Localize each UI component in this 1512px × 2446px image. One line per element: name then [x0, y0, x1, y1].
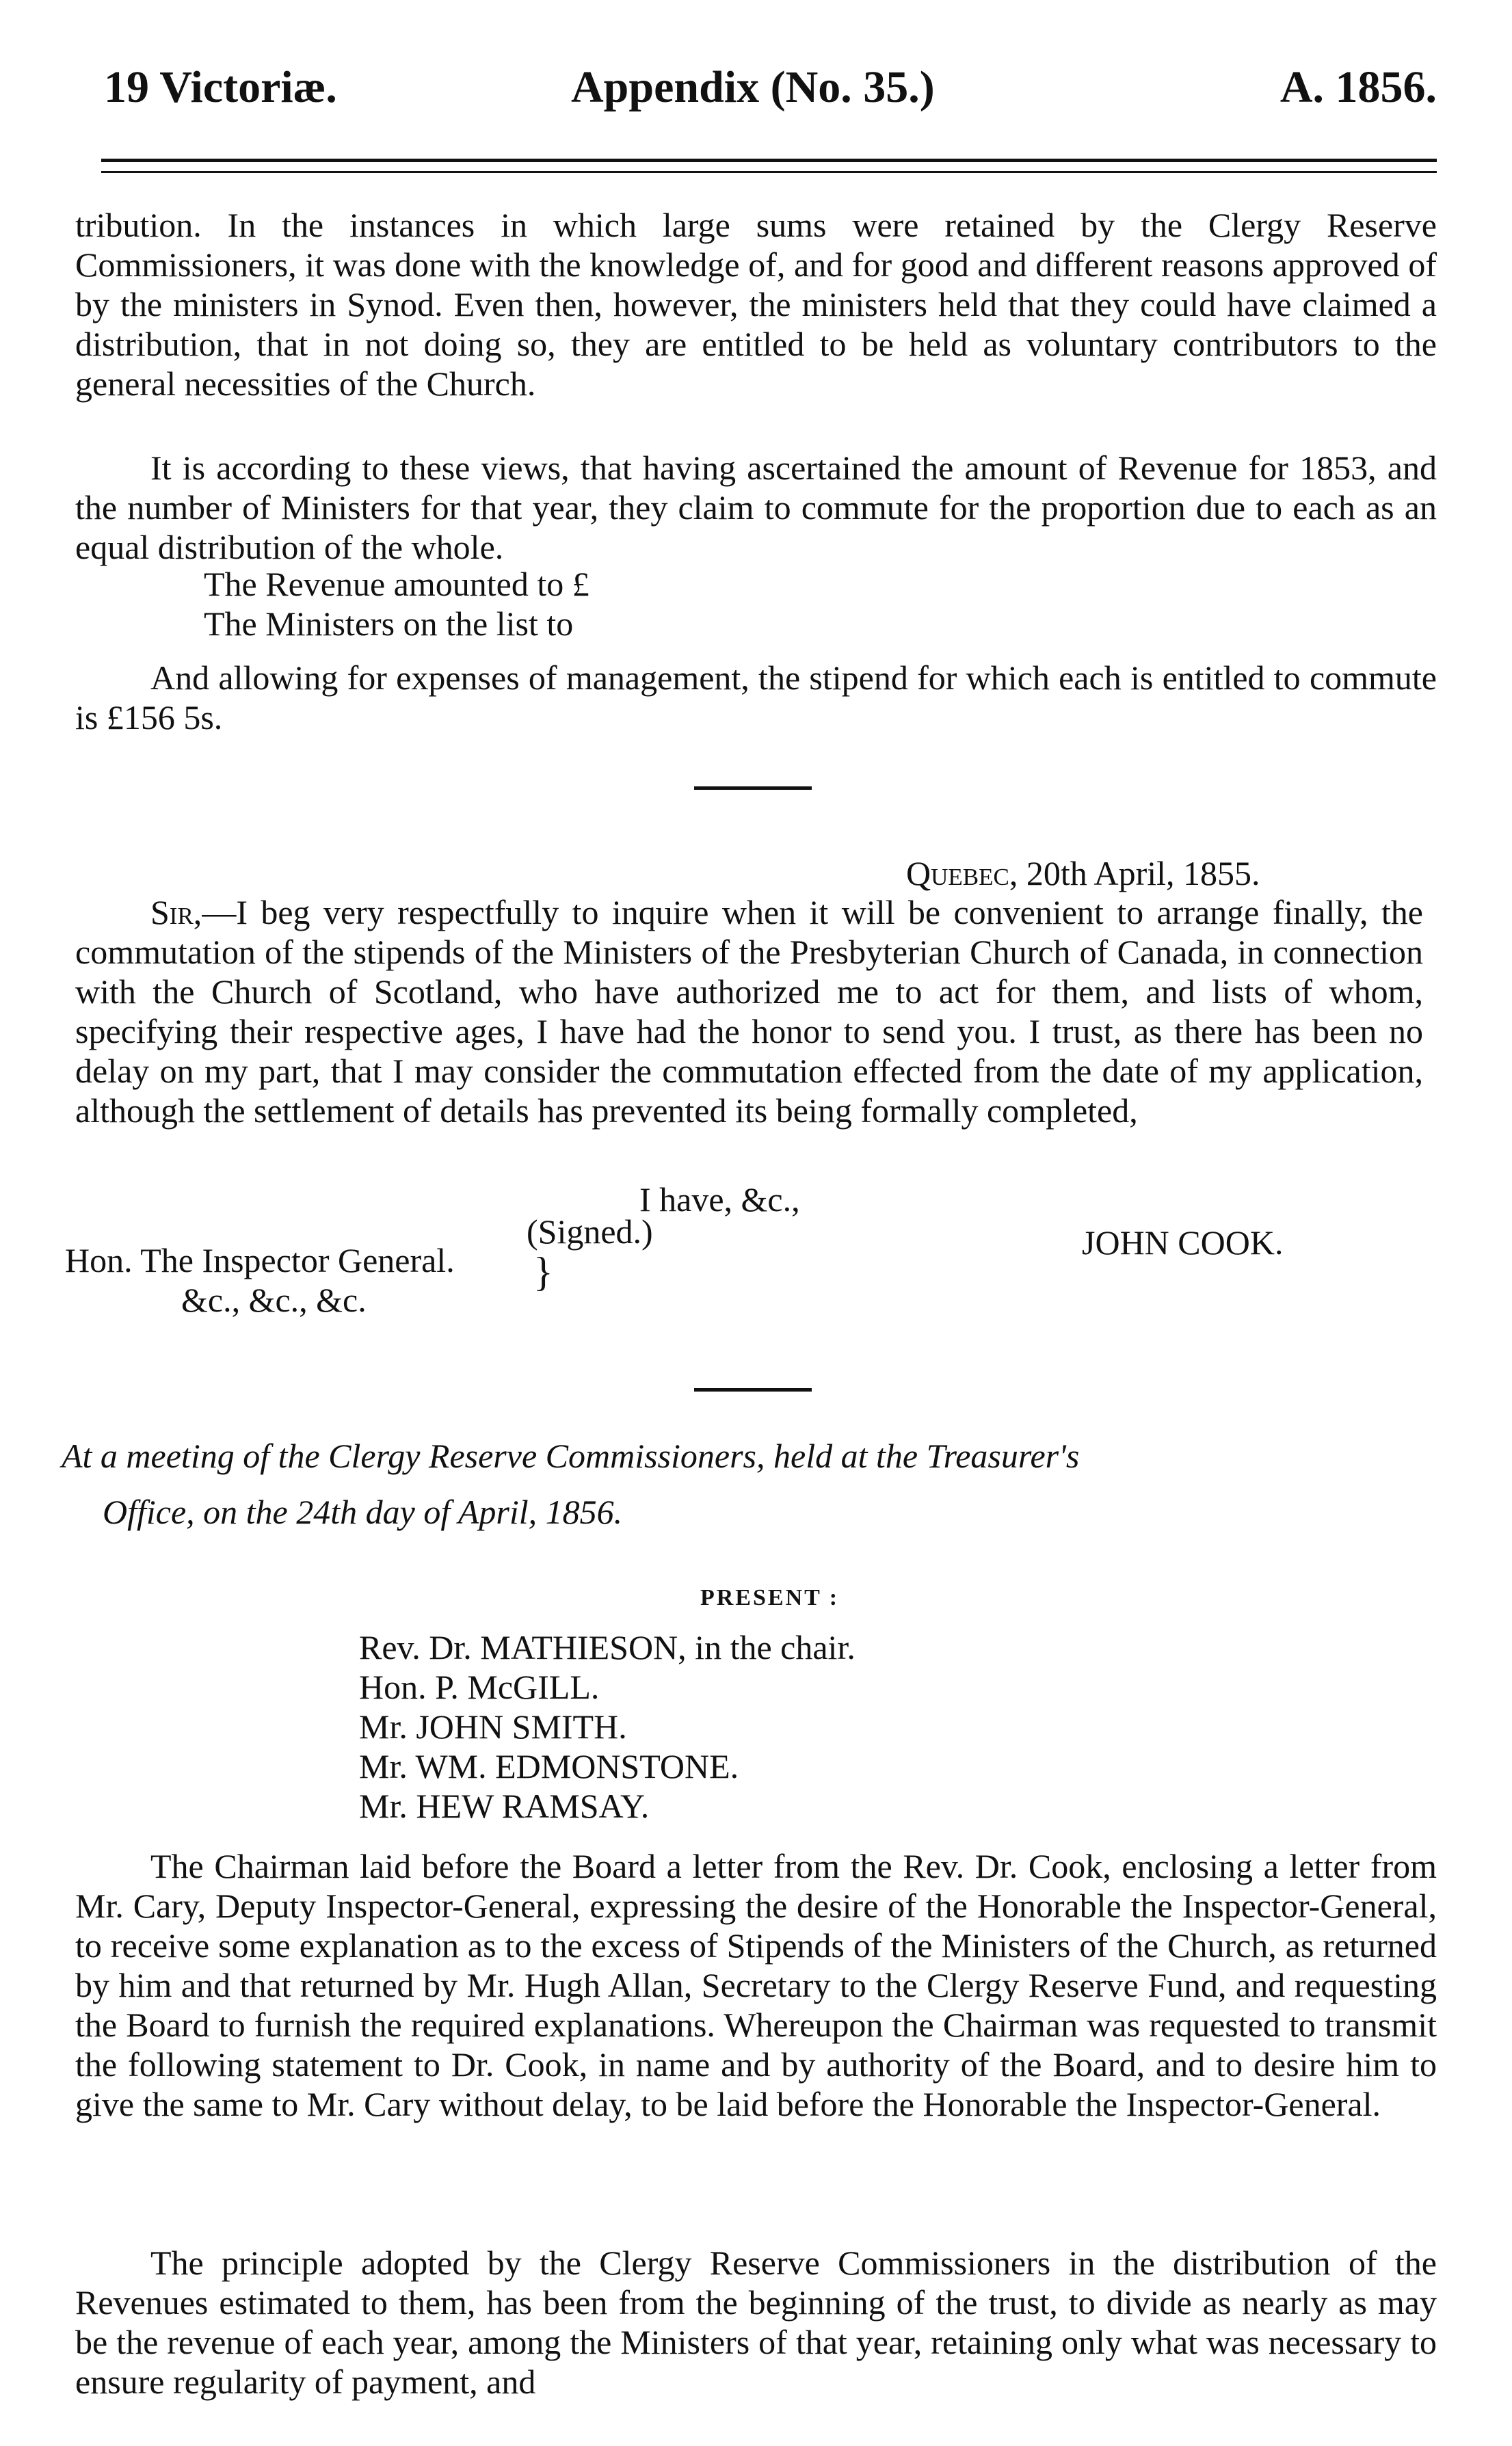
brace-mark: }	[533, 1249, 553, 1294]
letter-signature: JOHN COOK.	[1082, 1223, 1284, 1262]
letter-addressee-etc: &c., &c., &c.	[181, 1281, 367, 1319]
separator-1	[694, 786, 812, 790]
member-4: Mr. WM. EDMONSTONE.	[359, 1747, 739, 1785]
letter-body	[75, 892, 1423, 1130]
meeting-heading-line-2: Office, on the 24th day of April, 1856.	[103, 1493, 623, 1531]
header-session: 19 Victoriæ.	[104, 62, 337, 112]
letter-place: Quebec,	[906, 854, 1018, 892]
header-rule-thin	[101, 171, 1437, 173]
letter-date: 20th April, 1855.	[1026, 854, 1260, 892]
header-year: A. 1856.	[1279, 62, 1437, 112]
section1-paragraph-3: And allowing for expenses of management, the stipend for which each is entitled to commute is £156 5s.	[75, 659, 1437, 736]
ministers-line: The Ministers on the list to	[204, 604, 574, 643]
separator-2	[694, 1388, 812, 1392]
letter-closing: I have, &c.,	[639, 1180, 800, 1219]
member-3: Mr. JOHN SMITH.	[359, 1707, 627, 1746]
revenue-line: The Revenue amounted to £	[204, 565, 589, 603]
member-2: Hon. P. McGILL.	[359, 1668, 600, 1706]
letter-signed: (Signed.)	[527, 1212, 653, 1251]
member-5: Mr. HEW RAMSAY.	[359, 1787, 650, 1825]
present-label: PRESENT :	[700, 1585, 840, 1610]
section1-paragraph-1: tribution. In the instances in which large sums were retained by the Clergy Reserve Commissioners, it was done with the knowledge of, and for good and different reasons approved of by the ministers in Synod. Even then, however, the ministers held that they could have claimed a distribution, that in not doing so, they are entitled to be held as voluntary contributors to the general necessities of the Church.	[75, 206, 1437, 403]
letter-salutation: Sir,	[150, 893, 202, 931]
meeting-heading-line-1: At a meeting of the Clergy Reserve Commissioners, held at the Treasurer's	[62, 1437, 1080, 1475]
section1-paragraph-2: It is according to these views, that having ascertained the amount of Revenue for 1853, and the number of Ministers for that year, they claim to commute for the proportion due to each as an equal distribution of the whole.	[75, 449, 1437, 566]
meeting-paragraph-2: The principle adopted by the Clergy Reserve Commissioners in the distribution of the Revenues estimated to them, has been from the beginning of the trust, to divide as nearly as may be the revenue of each year, among the Ministers of that year, retaining only what was necessary to ensure regularity of payment, and	[75, 2244, 1437, 2401]
meeting-paragraph-1: The Chairman laid before the Board a letter from the Rev. Dr. Cook, enclosing a letter from Mr. Cary, Deputy Inspector-General, expressing the desire of the Honorable the Inspector-General, to receive some explanation as to the excess of Stipends of the Ministers of the Church, as returned by him and that returned by Mr. Hugh Allan, Secretary to the Clergy Reserve Fund, and requesting the Board to furnish the required explanations. Whereupon the Chairman was requested to transmit the following statement to Dr. Cook, in name and by authority of the Board, and to desire him to give the same to Mr. Cary without delay, to be laid before the Honorable the Inspector-General.	[75, 1847, 1437, 2123]
header-appendix: Appendix (No. 35.)	[571, 62, 935, 112]
member-1: Rev. Dr. MATHIESON, in the chair.	[359, 1628, 856, 1666]
letter-addressee: Hon. The Inspector General.	[65, 1241, 455, 1279]
header-rule-thick	[101, 159, 1437, 162]
letter-dateline	[906, 853, 1260, 893]
letter-text: —I beg very respectfully to inquire when it will be convenient to arrange finally, the commutation of the stipends of the Ministers of the Presbyterian Church of Canada, in connection with the Church of Scotland, who have authorized me to act for them, and lists of whom, specifying their respective ages, I have had the honor to send you. I trust, as there has been no delay on my part, that I may consider the commutation effected from the date of my application, although the settlement of details has prevented its being formally completed,	[75, 893, 1423, 1130]
